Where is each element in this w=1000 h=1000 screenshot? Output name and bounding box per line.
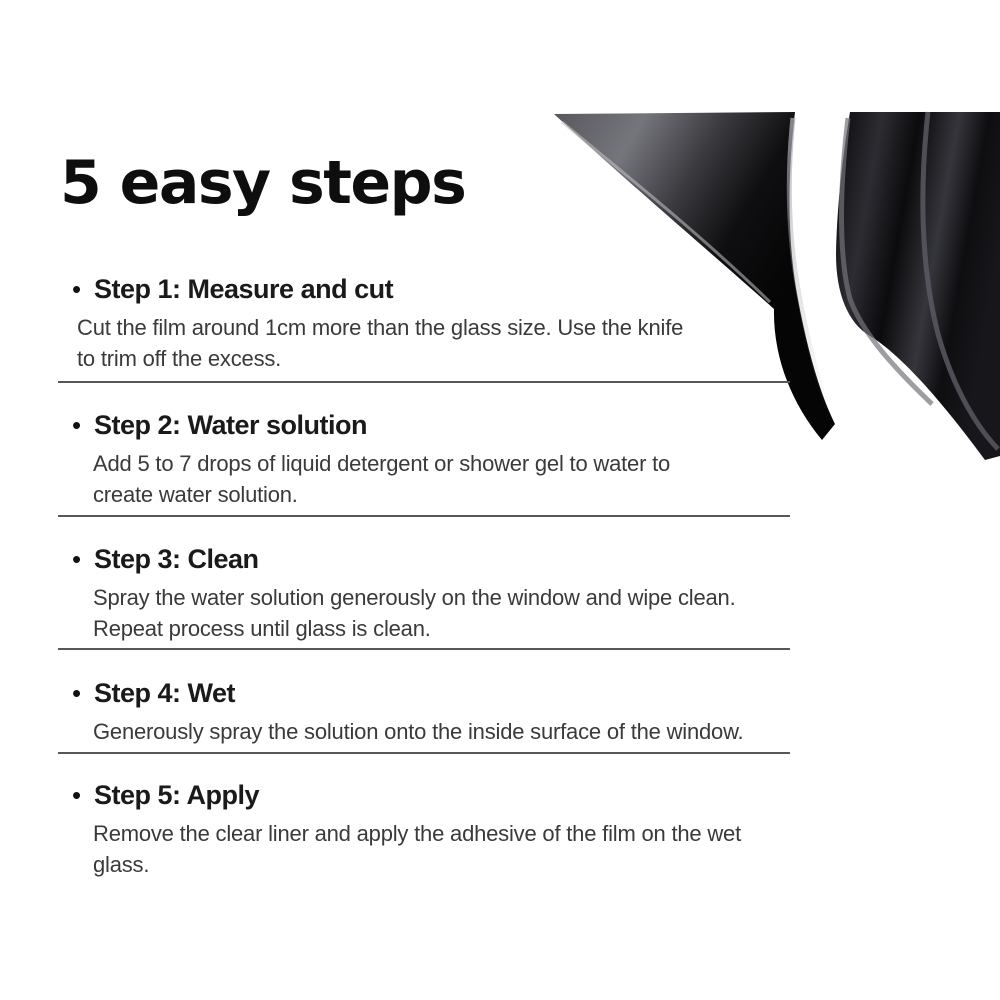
step-description-line: to trim off the excess. (77, 346, 282, 371)
step-description-line: create water solution. (93, 482, 298, 507)
step-description (62, 818, 922, 880)
step-heading: Step 1: Measure and cut (94, 274, 394, 304)
step-description (62, 312, 922, 374)
divider (58, 648, 790, 650)
step-item-4 (62, 676, 922, 747)
step-heading: Step 3: Clean (94, 544, 259, 574)
step-description-line: glass. (93, 852, 150, 877)
step-description-line: Remove the clear liner and apply the adhesive of the film on the wet (93, 821, 742, 846)
step-description-line: Add 5 to 7 drops of liquid detergent or shower gel to water to (93, 451, 671, 476)
step-description (62, 582, 922, 644)
step-description-line: Repeat process until glass is clean. (93, 616, 431, 641)
step-heading: Step 4: Wet (94, 678, 236, 708)
step-description-line: Generously spray the solution onto the inside surface of the window. (93, 719, 744, 744)
step-item-2 (62, 408, 922, 510)
step-item-5 (62, 778, 922, 880)
bullet-icon: • (72, 678, 82, 708)
divider (58, 381, 790, 383)
step-description (62, 448, 922, 510)
bullet-icon: • (72, 410, 82, 440)
step-heading: Step 2: Water solution (94, 410, 368, 440)
step-heading: Step 5: Apply (94, 780, 260, 810)
page-title: 5 easy steps (60, 148, 466, 218)
step-item-1 (62, 272, 922, 374)
bullet-icon: • (72, 544, 82, 574)
step-item-3 (62, 542, 922, 644)
step-description-line: Spray the water solution generously on the window and wipe clean. (93, 585, 736, 610)
divider (58, 515, 790, 517)
step-description (62, 716, 922, 747)
bullet-icon: • (72, 780, 82, 810)
step-description-line: Cut the film around 1cm more than the glass size. Use the knife (77, 315, 684, 340)
bullet-icon: • (72, 274, 82, 304)
divider (58, 752, 790, 754)
